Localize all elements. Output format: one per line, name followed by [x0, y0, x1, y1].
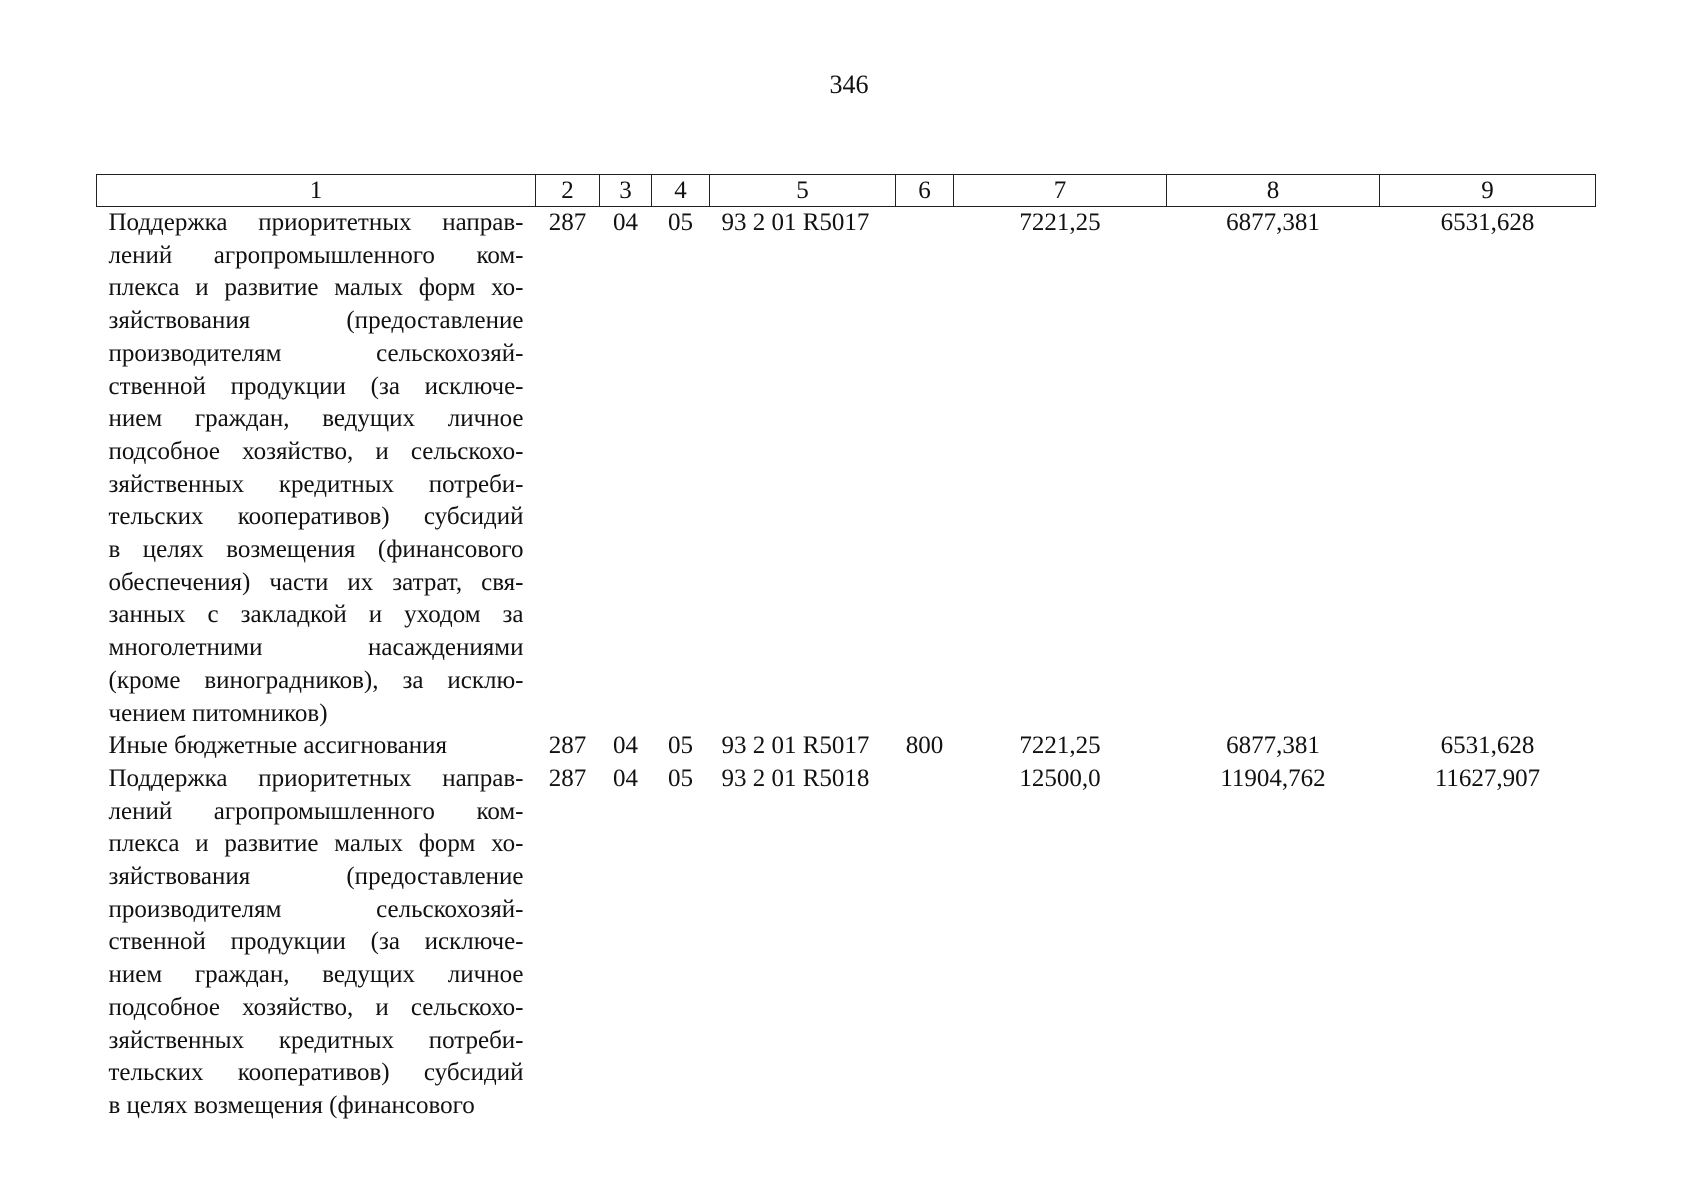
- row-target-article: 93 2 01 R5018: [721, 764, 870, 792]
- header-col-3: 3: [600, 175, 652, 207]
- header-col-7: 7: [954, 175, 1167, 207]
- description-line: зяйственных кредитных потреби-: [108, 1026, 524, 1054]
- row-target-article: 93 2 01 R5017: [721, 732, 870, 760]
- row-value-col9: 6531,628: [1440, 732, 1535, 760]
- table-row: [97, 763, 1596, 1123]
- row-description: [97, 207, 536, 731]
- description-line: плекса и развитие малых форм хо-: [108, 830, 524, 858]
- row-ministry-code: 287: [548, 764, 587, 792]
- row-section-code: 04: [613, 732, 638, 760]
- description-line: (кроме виноградников), за исклю-: [108, 666, 524, 694]
- description-line: Поддержка приоритетных направ-: [108, 764, 524, 792]
- row-description: [97, 763, 536, 1123]
- description-line: тельских кооперативов) субсидий: [108, 503, 524, 531]
- description-line: многолетними насаждениями: [108, 634, 524, 662]
- description-line: зяйствования (предоставление: [108, 307, 524, 335]
- header-row: [97, 175, 1596, 207]
- row-section-code: 04: [613, 764, 638, 792]
- header-col-4: 4: [652, 175, 710, 207]
- row-target-article: 93 2 01 R5017: [721, 209, 870, 236]
- table-body: [97, 207, 1596, 1123]
- row-value-col7: 7221,25: [1019, 732, 1101, 760]
- description-line: обеспечения) части их затрат, свя-: [108, 568, 524, 596]
- row-expense-type: [896, 207, 954, 731]
- description-line: лений агропромышленного ком-: [108, 241, 524, 269]
- row-value-col8: 11904,762: [1220, 764, 1326, 792]
- header-col-5: 5: [710, 175, 896, 207]
- header-col-6: 6: [896, 175, 954, 207]
- row-expense-type: 800: [905, 732, 944, 760]
- row-expense-type: [896, 763, 954, 1123]
- description-line: зяйственных кредитных потреби-: [108, 470, 524, 498]
- budget-table: [96, 174, 1596, 1123]
- description-line: в целях возмещения (финансового: [108, 536, 524, 564]
- row-value-col8: 6877,381: [1226, 732, 1320, 760]
- header-col-9: 9: [1380, 175, 1596, 207]
- description-line: подсобное хозяйство, и сельскохо-: [108, 437, 524, 465]
- description-line: тельских кооперативов) субсидий: [108, 1059, 524, 1087]
- table-row: [97, 207, 1596, 731]
- row-subsection-code: 05: [668, 732, 693, 760]
- page-number: 346: [829, 70, 869, 99]
- header-col-1: 1: [97, 175, 536, 207]
- table-header: [97, 175, 1596, 207]
- description-line: лений агропромышленного ком-: [108, 797, 524, 825]
- row-value-col9: 11627,907: [1434, 764, 1541, 792]
- row-ministry-code: 287: [548, 209, 587, 236]
- description-line: чением питомников): [108, 699, 328, 727]
- header-col-8: 8: [1167, 175, 1380, 207]
- row-subsection-code: 05: [668, 209, 693, 236]
- row-value-col7: 12500,0: [1019, 764, 1101, 792]
- description-line: производителям сельскохозяй-: [108, 895, 524, 923]
- description-line: Иные бюджетные ассигнования: [108, 732, 448, 760]
- description-line: зяйствования (предоставление: [108, 863, 524, 891]
- description-line: производителям сельскохозяй-: [108, 339, 524, 367]
- row-value-col8: 6877,381: [1226, 209, 1320, 236]
- description-line: нием граждан, ведущих личное: [108, 961, 524, 989]
- description-line: занных с закладкой и уходом за: [108, 601, 524, 629]
- row-value-col9: 6531,628: [1440, 209, 1535, 236]
- description-line: Поддержка приоритетных направ-: [108, 209, 524, 236]
- row-description: [97, 730, 536, 763]
- description-line: подсобное хозяйство, и сельскохо-: [108, 993, 524, 1021]
- description-line: в целях возмещения (финансового: [108, 1091, 475, 1119]
- header-col-2: 2: [536, 175, 600, 207]
- description-line: ственной продукции (за исключе-: [108, 372, 524, 400]
- row-ministry-code: 287: [548, 732, 587, 760]
- table-row: [97, 730, 1596, 763]
- row-section-code: 04: [613, 209, 638, 236]
- description-line: плекса и развитие малых форм хо-: [108, 274, 524, 302]
- row-subsection-code: 05: [668, 764, 693, 792]
- row-value-col7: 7221,25: [1019, 209, 1101, 236]
- description-line: нием граждан, ведущих личное: [108, 405, 524, 433]
- description-line: ственной продукции (за исключе-: [108, 928, 524, 956]
